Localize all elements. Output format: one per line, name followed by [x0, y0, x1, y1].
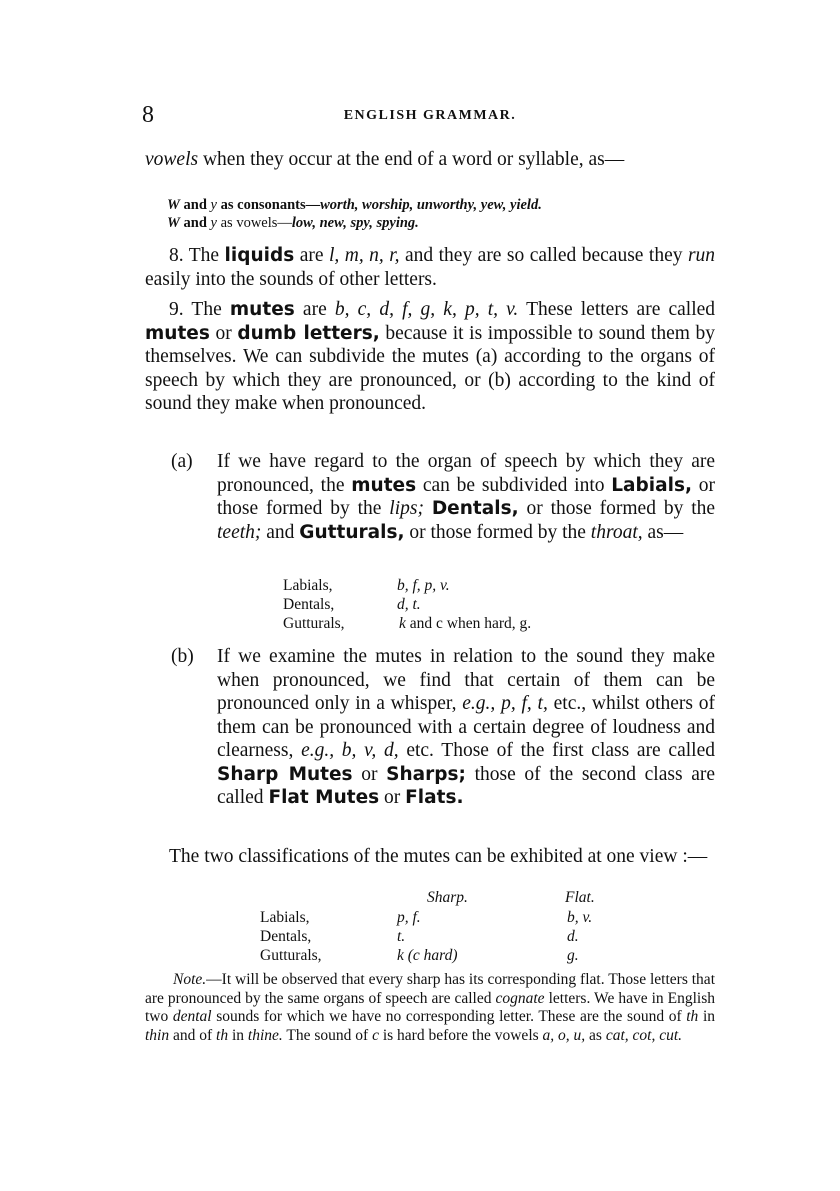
- term-flat-mutes: Flat Mutes: [268, 787, 380, 808]
- subsection-b: (b) If we examine the mutes in relation to the sound they make when pronounced, we find that certain of them can be pronounced only in a whisper, e.g., p, f, t, etc., whilst others of them can be pronounced with a certain degree of loudness and clearness, e.g., b, v, d, etc. Those of the first class are called Sharp Mutes or Sharps; those of the second class are called Flat Mutes or Flats.: [171, 646, 716, 808]
- paragraph-classifications: The two classifications of the mutes can be exhibited at one view :—: [169, 846, 708, 867]
- term-flats: Flats.: [405, 787, 464, 808]
- term-dentals: Dentals,: [431, 498, 519, 519]
- paragraph-8-liquids: 8. The liquids are l, m, n, r, and they are so called because they run easily into the sounds of other letters.: [145, 245, 716, 290]
- table-row-name: Gutturals,: [260, 947, 322, 964]
- term-liquids: liquids: [224, 245, 295, 266]
- term-sharps: Sharps;: [386, 763, 466, 785]
- term-gutturals: Gutturals,: [299, 521, 405, 543]
- list-letters: k and c when hard, g.: [399, 615, 532, 632]
- page-number: 8: [142, 102, 154, 128]
- label-a: (a): [171, 451, 193, 472]
- term-sharp-mutes: Sharp Mutes: [217, 763, 353, 785]
- list-name: Labials,: [283, 577, 333, 594]
- list-name: Gutturals,: [283, 615, 345, 632]
- table-cell-flat: d.: [567, 928, 579, 945]
- table-cell-flat: b, v.: [567, 909, 593, 926]
- paragraph-continued: vowels when they occur at the end of a word or syllable, as—: [145, 149, 625, 170]
- paragraph-9-mutes: 9. The mutes are b, c, d, f, g, k, p, t, v. These letters are called mutes or dumb letters, because it is impossible to sound them by themselves. We can subdivide the mutes (a) according to the organs of speech by which they are pronounced, or (b) according to the kind of sound they make when pronounced.: [145, 299, 716, 414]
- table-row-name: Dentals,: [260, 928, 312, 945]
- list-name: Dentals,: [283, 596, 335, 613]
- list-letters: d, t.: [397, 596, 421, 613]
- col-flat: Flat.: [565, 889, 595, 906]
- table-cell-sharp: t.: [397, 928, 406, 945]
- label-b: (b): [171, 646, 194, 667]
- subsection-a: (a) If we have regard to the organ of speech by which they are pronounced, the mutes can be subdivided into Labials, or those formed by the lips; Dentals, or those formed by the teeth; and Gutturals, or those formed by the throat, as—: [171, 451, 716, 543]
- table-cell-flat: g.: [567, 947, 579, 964]
- note-paragraph: Note.—It will be observed that every sharp has its corresponding flat. Those letters that are pronounced by the same organs of speech are called cognate letters. We have in English two dental sounds for which we have no corresponding letter. These are the sound of th in thin and of th in thine. The sound of c is hard before the vowels a, o, u, as cat, cot, cut.: [145, 971, 716, 1044]
- example-vowels: W and y as vowels—low, new, spy, spying.: [167, 215, 419, 231]
- list-letters: b, f, p, v.: [397, 577, 450, 594]
- table-cell-sharp: p, f.: [397, 909, 421, 926]
- page-header: [142, 102, 715, 128]
- example-consonants: W and y as consonants—worth, worship, unworthy, yew, yield.: [167, 197, 542, 213]
- term-mutes: mutes: [229, 299, 295, 320]
- running-head: ENGLISH GRAMMAR.: [343, 108, 517, 123]
- term-dumb-letters: dumb letters,: [237, 322, 380, 344]
- table-row-name: Labials,: [260, 909, 310, 926]
- note-label: Note.: [173, 971, 207, 988]
- term-labials: Labials,: [611, 474, 692, 496]
- table-cell-sharp: k (c hard): [397, 947, 458, 964]
- col-sharp: Sharp.: [427, 889, 468, 906]
